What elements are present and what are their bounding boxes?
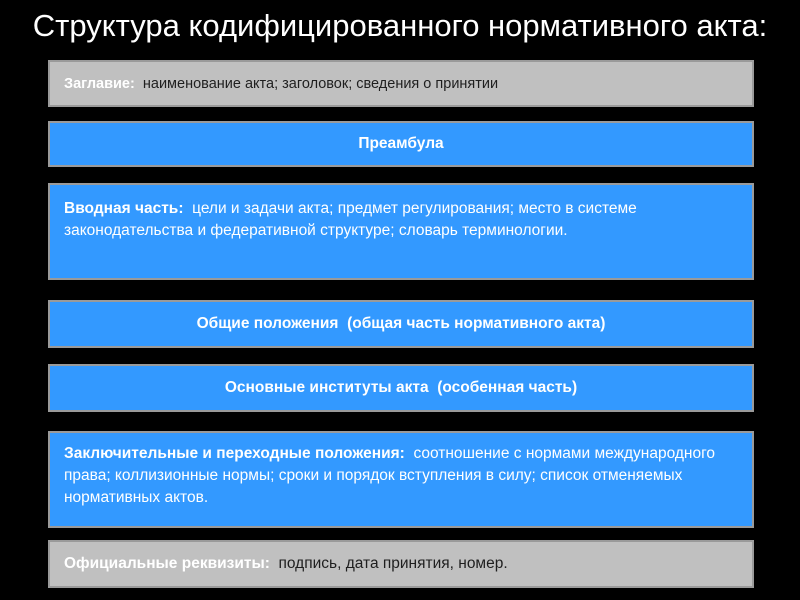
zaglavie-block [48,60,754,107]
osnovnye-block [48,364,754,412]
osnovnye-label: Основные институты акта [224,379,429,396]
zaklyuchitelnye-block [48,431,754,528]
page-title: Структура кодифицированного нормативного акта: [32,8,768,43]
osnovnye-text: (особенная часть) [437,379,578,396]
obshchie-label: Общие положения [196,315,339,332]
vvodnaya-text: цели и задачи акта; предмет регулирования; место в системе законодательства и федеративной структуре; словарь терминологии. [64,200,637,239]
preambula-block [48,121,754,167]
zaklyuchitelnye-label: Заключительные и переходные положения: [64,445,405,462]
preambula-label: Преамбула [358,135,444,152]
zaglavie-label: Заглавие: [64,75,135,92]
rekvizity-label: Официальные реквизиты: [64,555,270,572]
zaglavie-text: наименование акта; заголовок; сведения о принятии [142,75,499,92]
rekvizity-block [48,540,754,588]
vvodnaya-block [48,183,754,280]
obshchie-block [48,300,754,348]
zaklyuchitelnye-text: соотношение с нормами международного права; коллизионные нормы; сроки и порядок вступления в силу; список отменяемых нормативных актов. [64,445,716,506]
vvodnaya-label: Вводная часть: [64,200,184,217]
obshchie-text: (общая часть нормативного акта) [347,315,606,332]
rekvizity-text: подпись, дата принятия, номер. [278,555,508,572]
